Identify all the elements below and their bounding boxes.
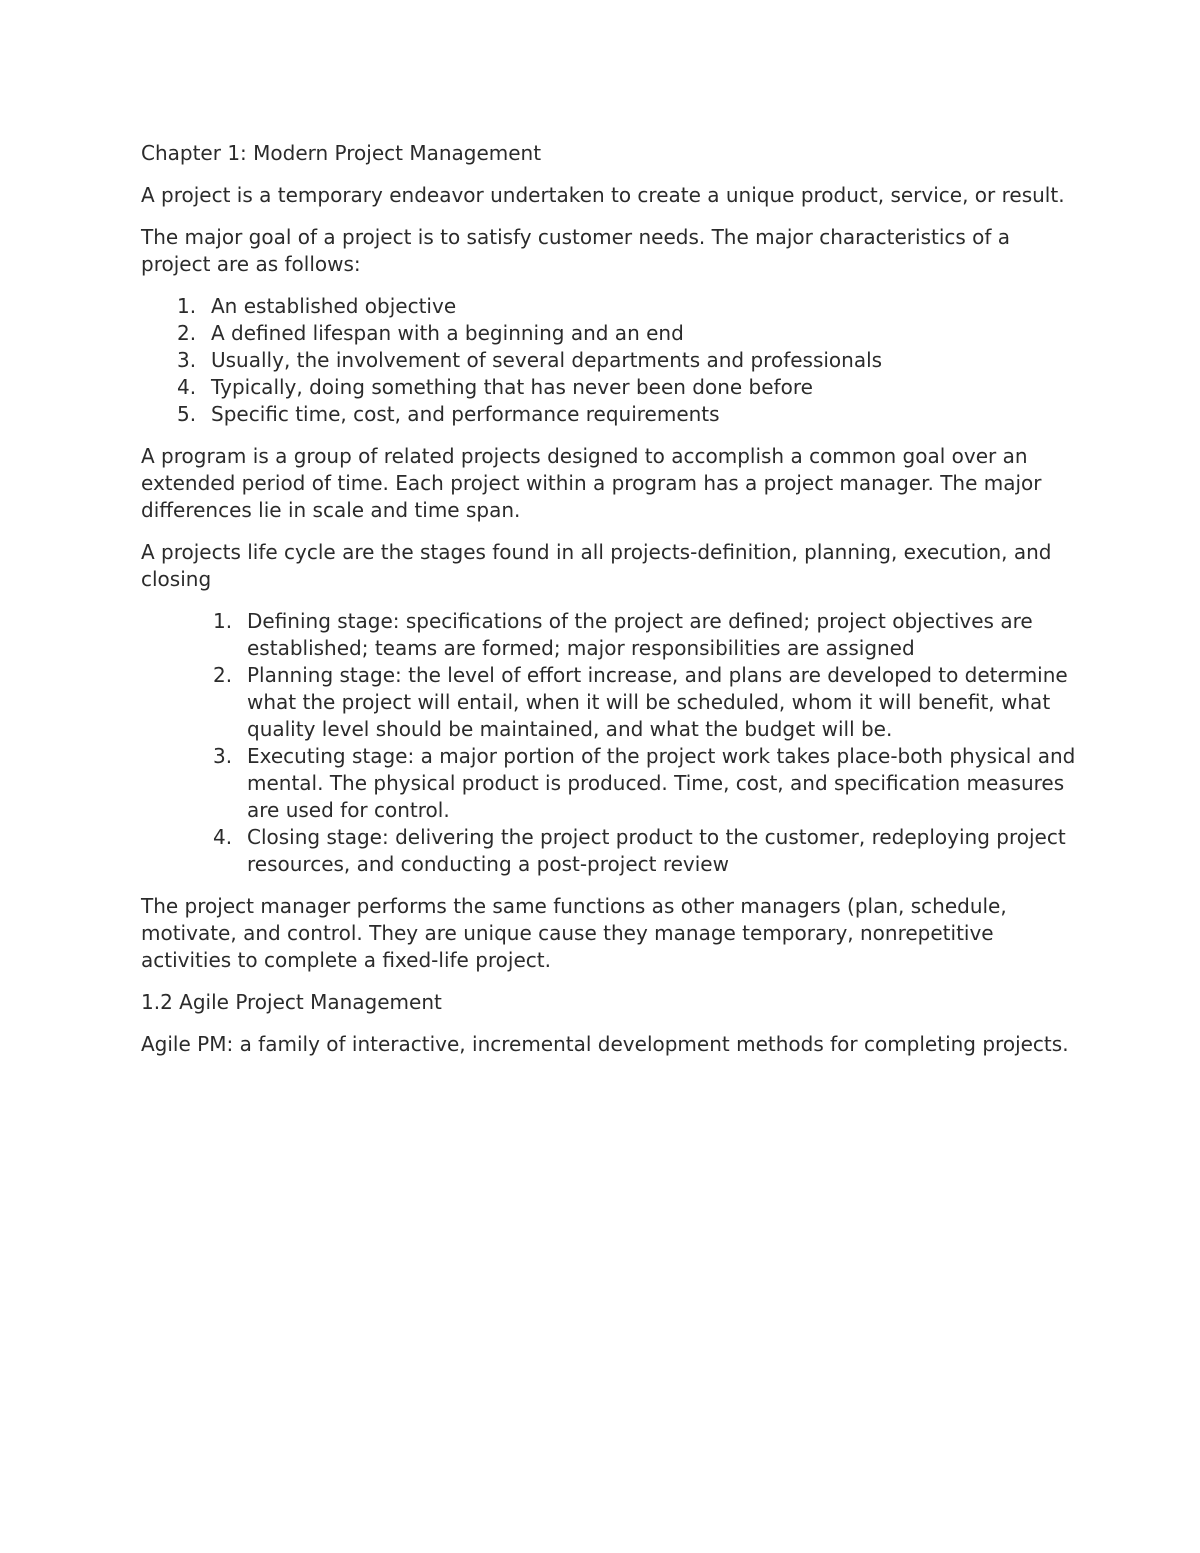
list-number: 2. — [177, 321, 197, 345]
program-paragraph: A program is a group of related projects designed to accomplish a common goal over an extended period of time. Each project within a program has a project manager. The major differences lie in scale and time span. — [141, 444, 1042, 522]
list-item — [141, 320, 1076, 347]
list-item-text: Executing stage: a major portion of the project work takes place-both physical and mental. The physical product is produced. Time, cost, and specification measures are used for control. — [247, 744, 1076, 822]
list-item-text: A defined lifespan with a beginning and an end — [211, 321, 684, 345]
list-item-text: Defining stage: specifications of the project are defined; project objectives are established; teams are formed; major responsibilities are assigned — [247, 609, 1033, 660]
list-item-text: Usually, the involvement of several departments and professionals — [211, 348, 883, 372]
section-subheading: 1.2 Agile Project Management — [141, 990, 442, 1014]
list-number: 4. — [213, 825, 233, 849]
life-cycle-paragraph: A projects life cycle are the stages found in all projects-definition, planning, execution, and closing — [141, 540, 1052, 591]
list-item-text: Closing stage: delivering the project product to the customer, redeploying project resources, and conducting a post-project review — [247, 825, 1066, 876]
list-number: 3. — [213, 744, 233, 768]
list-item — [141, 662, 1076, 743]
characteristics-list — [141, 293, 1076, 428]
list-item-text: An established objective — [211, 294, 457, 318]
list-item — [141, 824, 1076, 878]
document-page — [141, 140, 1076, 1073]
list-number: 1. — [177, 294, 197, 318]
list-item-text: Specific time, cost, and performance requirements — [211, 402, 720, 426]
list-item — [141, 374, 1076, 401]
list-number: 4. — [177, 375, 197, 399]
project-goal-paragraph: The major goal of a project is to satisfy customer needs. The major characteristics of a project are as follows: — [141, 225, 1011, 276]
list-number: 1. — [213, 609, 233, 633]
list-item — [141, 608, 1076, 662]
chapter-heading: Chapter 1: Modern Project Management — [141, 141, 542, 165]
list-item-text: Planning stage: the level of effort increase, and plans are developed to determine what the project will entail, when it will be scheduled, whom it will benefit, what quality level should be maintained, and what the budget will be. — [247, 663, 1068, 741]
list-number: 2. — [213, 663, 233, 687]
project-definition-paragraph: A project is a temporary endeavor undertaken to create a unique product, service, or result. — [141, 183, 1065, 207]
list-item-text: Typically, doing something that has never been done before — [211, 375, 813, 399]
list-item — [141, 401, 1076, 428]
list-item — [141, 293, 1076, 320]
stages-list — [141, 608, 1076, 878]
project-manager-paragraph: The project manager performs the same functions as other managers (plan, schedule, motivate, and control. They are unique cause they manage temporary, nonrepetitive activities to complete a fixed-life project. — [141, 894, 1007, 972]
list-item — [141, 743, 1076, 824]
list-item — [141, 347, 1076, 374]
agile-paragraph: Agile PM: a family of interactive, incremental development methods for completing projects. — [141, 1032, 1069, 1056]
list-number: 5. — [177, 402, 197, 426]
list-number: 3. — [177, 348, 197, 372]
